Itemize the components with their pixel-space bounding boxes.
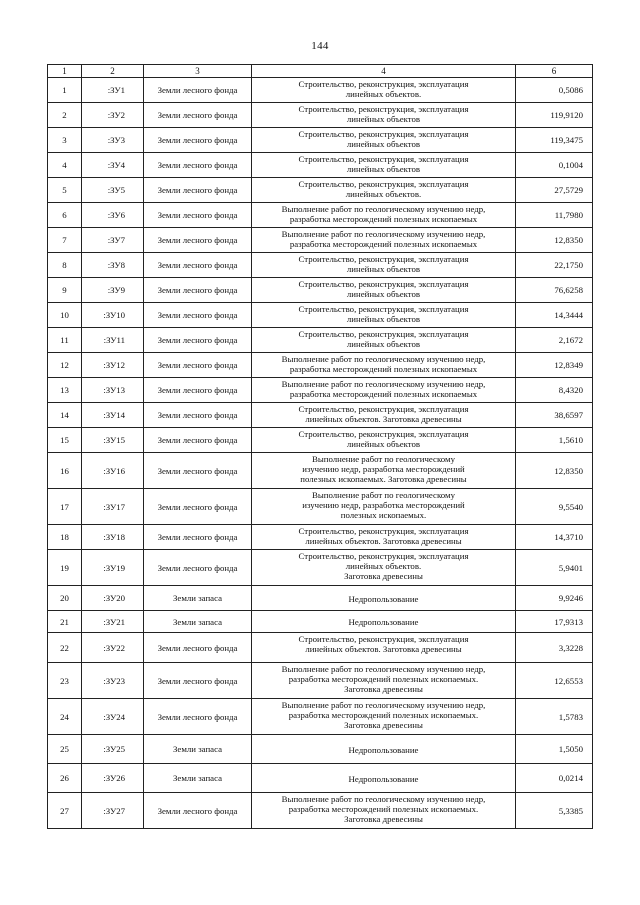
plot-code: :ЗУ19 xyxy=(82,550,144,586)
permitted-use-line: Строительство, реконструкция, эксплуатация xyxy=(298,129,469,139)
land-category: Земли лесного фонда xyxy=(144,203,252,228)
header-cell-1: 1 xyxy=(48,65,82,78)
permitted-use-line: линейных объектов xyxy=(346,289,421,299)
plot-area: 119,9120 xyxy=(516,103,593,128)
plot-area: 0,0214 xyxy=(516,764,593,793)
table-header-row xyxy=(48,65,593,78)
permitted-use-line: разработка месторождений полезных ископаемых xyxy=(289,239,478,249)
permitted-use-line: полезных ископаемых. Заготовка древесины xyxy=(300,474,467,484)
row-number: 8 xyxy=(48,253,82,278)
land-category: Земли лесного фонда xyxy=(144,550,252,586)
header-cell-3: 3 xyxy=(144,65,252,78)
permitted-use-line: Заготовка древесины xyxy=(344,571,423,581)
plot-area: 14,3710 xyxy=(516,525,593,550)
permitted-use-line: разработка месторождений полезных ископаемых. xyxy=(288,804,479,814)
table-row xyxy=(48,663,593,699)
table-row xyxy=(48,453,593,489)
plot-code: :ЗУ22 xyxy=(82,633,144,663)
table-row xyxy=(48,793,593,829)
permitted-use-line: полезных ископаемых. xyxy=(340,510,427,520)
table-row xyxy=(48,353,593,378)
land-category: Земли лесного фонда xyxy=(144,699,252,735)
permitted-use-line: разработка месторождений полезных ископаемых xyxy=(289,214,478,224)
land-category: Земли лесного фонда xyxy=(144,403,252,428)
table-row xyxy=(48,611,593,633)
land-category: Земли лесного фонда xyxy=(144,378,252,403)
table-row xyxy=(48,203,593,228)
permitted-use-line: Строительство, реконструкция, эксплуатация xyxy=(298,429,469,439)
permitted-use xyxy=(252,353,516,378)
plot-code: :ЗУ25 xyxy=(82,735,144,764)
plot-code: :ЗУ13 xyxy=(82,378,144,403)
plot-area: 12,6553 xyxy=(516,663,593,699)
permitted-use xyxy=(252,550,516,586)
land-category: Земли запаса xyxy=(144,735,252,764)
permitted-use xyxy=(252,453,516,489)
permitted-use-line: Строительство, реконструкция, эксплуатация xyxy=(298,104,469,114)
plot-area: 5,9401 xyxy=(516,550,593,586)
plot-area: 5,3385 xyxy=(516,793,593,829)
plot-code: :ЗУ23 xyxy=(82,663,144,699)
permitted-use-line: Недропользование xyxy=(348,744,419,755)
permitted-use-line: Строительство, реконструкция, эксплуатация xyxy=(298,634,469,644)
row-number: 21 xyxy=(48,611,82,633)
land-category: Земли лесного фонда xyxy=(144,353,252,378)
table-row xyxy=(48,586,593,611)
permitted-use-line: разработка месторождений полезных ископаемых. xyxy=(288,710,479,720)
permitted-use-line: Строительство, реконструкция, эксплуатация xyxy=(298,551,469,561)
permitted-use xyxy=(252,378,516,403)
plot-code: :ЗУ20 xyxy=(82,586,144,611)
table-row xyxy=(48,735,593,764)
permitted-use-line: Недропользование xyxy=(348,593,419,604)
row-number: 11 xyxy=(48,328,82,353)
permitted-use-line: линейных объектов xyxy=(346,439,421,449)
plot-area: 14,3444 xyxy=(516,303,593,328)
table-row xyxy=(48,489,593,525)
table-row xyxy=(48,303,593,328)
permitted-use-line: Выполнение работ по геологическому изучению недр, xyxy=(281,794,486,804)
table-row xyxy=(48,253,593,278)
permitted-use xyxy=(252,793,516,829)
permitted-use xyxy=(252,663,516,699)
table-row xyxy=(48,550,593,586)
plot-area: 1,5050 xyxy=(516,735,593,764)
table-row xyxy=(48,428,593,453)
plot-code: :ЗУ2 xyxy=(82,103,144,128)
permitted-use xyxy=(252,633,516,663)
permitted-use-line: Выполнение работ по геологическому изучению недр, xyxy=(281,204,486,214)
permitted-use-line: линейных объектов. xyxy=(345,89,422,99)
plot-area: 0,5086 xyxy=(516,78,593,103)
permitted-use xyxy=(252,403,516,428)
table-row xyxy=(48,278,593,303)
permitted-use-line: Строительство, реконструкция, эксплуатация xyxy=(298,254,469,264)
permitted-use-line: Выполнение работ по геологическому xyxy=(312,490,455,500)
row-number: 26 xyxy=(48,764,82,793)
permitted-use xyxy=(252,78,516,103)
land-category: Земли лесного фонда xyxy=(144,228,252,253)
plot-area: 0,1004 xyxy=(516,153,593,178)
plot-code: :ЗУ17 xyxy=(82,489,144,525)
table-row xyxy=(48,699,593,735)
land-category: Земли лесного фонда xyxy=(144,103,252,128)
plot-area: 9,5540 xyxy=(516,489,593,525)
page-number: 144 xyxy=(311,40,329,52)
land-plots-table xyxy=(47,64,593,829)
permitted-use xyxy=(252,278,516,303)
plot-area: 8,4320 xyxy=(516,378,593,403)
row-number: 12 xyxy=(48,353,82,378)
permitted-use xyxy=(252,153,516,178)
permitted-use-line: Заготовка древесины xyxy=(344,720,423,730)
plot-code: :ЗУ7 xyxy=(82,228,144,253)
row-number: 6 xyxy=(48,203,82,228)
plot-area: 9,9246 xyxy=(516,586,593,611)
permitted-use xyxy=(252,611,516,633)
permitted-use xyxy=(252,103,516,128)
plot-area: 3,3228 xyxy=(516,633,593,663)
permitted-use-line: Недропользование xyxy=(348,773,419,784)
land-category: Земли лесного фонда xyxy=(144,303,252,328)
table-row xyxy=(48,633,593,663)
row-number: 16 xyxy=(48,453,82,489)
row-number: 22 xyxy=(48,633,82,663)
row-number: 4 xyxy=(48,153,82,178)
plot-area: 12,8350 xyxy=(516,453,593,489)
permitted-use-line: линейных объектов xyxy=(346,114,421,124)
permitted-use xyxy=(252,303,516,328)
land-category: Земли лесного фонда xyxy=(144,78,252,103)
permitted-use-line: Строительство, реконструкция, эксплуатация xyxy=(298,526,469,536)
permitted-use-line: изучению недр, разработка месторождений xyxy=(302,500,465,510)
row-number: 17 xyxy=(48,489,82,525)
permitted-use-line: Выполнение работ по геологическому изучению недр, xyxy=(281,700,486,710)
permitted-use xyxy=(252,128,516,153)
land-category: Земли лесного фонда xyxy=(144,453,252,489)
permitted-use xyxy=(252,203,516,228)
table-row xyxy=(48,178,593,203)
table-row xyxy=(48,378,593,403)
permitted-use-line: изучению недр, разработка месторождений xyxy=(302,464,465,474)
table-row xyxy=(48,228,593,253)
land-category: Земли лесного фонда xyxy=(144,663,252,699)
land-category: Земли запаса xyxy=(144,611,252,633)
land-category: Земли лесного фонда xyxy=(144,525,252,550)
row-number: 9 xyxy=(48,278,82,303)
permitted-use xyxy=(252,764,516,793)
permitted-use xyxy=(252,735,516,764)
permitted-use-line: разработка месторождений полезных ископаемых xyxy=(289,389,478,399)
plot-code: :ЗУ21 xyxy=(82,611,144,633)
plot-code: :ЗУ24 xyxy=(82,699,144,735)
table-row xyxy=(48,128,593,153)
permitted-use-line: разработка месторождений полезных ископаемых xyxy=(289,364,478,374)
permitted-use-line: Недропользование xyxy=(348,617,419,627)
permitted-use-line: Заготовка древесины xyxy=(344,684,423,694)
plot-area: 76,6258 xyxy=(516,278,593,303)
row-number: 1 xyxy=(48,78,82,103)
land-category: Земли лесного фонда xyxy=(144,153,252,178)
plot-code: :ЗУ18 xyxy=(82,525,144,550)
permitted-use-line: линейных объектов xyxy=(346,339,421,349)
header-cell-6: 6 xyxy=(516,65,593,78)
permitted-use-line: линейных объектов. Заготовка древесины xyxy=(305,414,462,424)
plot-code: :ЗУ26 xyxy=(82,764,144,793)
plot-area: 11,7980 xyxy=(516,203,593,228)
table-row xyxy=(48,764,593,793)
row-number: 18 xyxy=(48,525,82,550)
permitted-use xyxy=(252,586,516,611)
permitted-use-line: Выполнение работ по геологическому изучению недр, xyxy=(281,664,486,674)
permitted-use-line: Строительство, реконструкция, эксплуатация xyxy=(298,404,469,414)
plot-area: 12,8350 xyxy=(516,228,593,253)
permitted-use-line: Выполнение работ по геологическому изучению недр, xyxy=(281,354,486,364)
plot-code: :ЗУ15 xyxy=(82,428,144,453)
permitted-use-line: линейных объектов xyxy=(346,139,421,149)
row-number: 24 xyxy=(48,699,82,735)
row-number: 13 xyxy=(48,378,82,403)
land-category: Земли запаса xyxy=(144,586,252,611)
plot-code: :ЗУ27 xyxy=(82,793,144,829)
row-number: 27 xyxy=(48,793,82,829)
land-category: Земли лесного фонда xyxy=(144,793,252,829)
row-number: 10 xyxy=(48,303,82,328)
permitted-use-line: Строительство, реконструкция, эксплуатация xyxy=(298,304,469,314)
plot-area: 22,1750 xyxy=(516,253,593,278)
permitted-use-line: Строительство, реконструкция, эксплуатация xyxy=(298,179,469,189)
plot-area: 119,3475 xyxy=(516,128,593,153)
header-cell-2: 2 xyxy=(82,65,144,78)
plot-area: 1,5783 xyxy=(516,699,593,735)
table-row xyxy=(48,78,593,103)
permitted-use-line: Строительство, реконструкция, эксплуатация xyxy=(298,154,469,164)
land-category: Земли лесного фонда xyxy=(144,489,252,525)
row-number: 3 xyxy=(48,128,82,153)
permitted-use xyxy=(252,178,516,203)
plot-code: :ЗУ1 xyxy=(82,78,144,103)
land-category: Земли запаса xyxy=(144,764,252,793)
row-number: 19 xyxy=(48,550,82,586)
permitted-use xyxy=(252,428,516,453)
plot-code: :ЗУ10 xyxy=(82,303,144,328)
plot-code: :ЗУ12 xyxy=(82,353,144,378)
plot-code: :ЗУ3 xyxy=(82,128,144,153)
table-row xyxy=(48,328,593,353)
land-category: Земли лесного фонда xyxy=(144,328,252,353)
plot-code: :ЗУ4 xyxy=(82,153,144,178)
permitted-use-line: Заготовка древесины xyxy=(344,814,423,824)
row-number: 23 xyxy=(48,663,82,699)
plot-area: 38,6597 xyxy=(516,403,593,428)
plot-code: :ЗУ16 xyxy=(82,453,144,489)
plot-code: :ЗУ14 xyxy=(82,403,144,428)
permitted-use-line: линейных объектов. xyxy=(345,561,422,571)
plot-area: 1,5610 xyxy=(516,428,593,453)
permitted-use xyxy=(252,699,516,735)
permitted-use-line: Выполнение работ по геологическому xyxy=(312,454,455,464)
row-number: 5 xyxy=(48,178,82,203)
plot-code: :ЗУ6 xyxy=(82,203,144,228)
land-category: Земли лесного фонда xyxy=(144,278,252,303)
header-cell-4: 4 xyxy=(252,65,516,78)
permitted-use-line: Строительство, реконструкция, эксплуатация xyxy=(298,79,469,89)
permitted-use xyxy=(252,525,516,550)
land-category: Земли лесного фонда xyxy=(144,128,252,153)
permitted-use-line: линейных объектов xyxy=(346,314,421,324)
permitted-use xyxy=(252,489,516,525)
land-category: Земли лесного фонда xyxy=(144,253,252,278)
land-category: Земли лесного фонда xyxy=(144,178,252,203)
plot-area: 12,8349 xyxy=(516,353,593,378)
plot-code: :ЗУ5 xyxy=(82,178,144,203)
permitted-use-line: линейных объектов xyxy=(346,264,421,274)
permitted-use xyxy=(252,253,516,278)
permitted-use-line: линейных объектов. xyxy=(345,189,422,199)
plot-code: :ЗУ9 xyxy=(82,278,144,303)
permitted-use-line: линейных объектов. Заготовка древесины xyxy=(305,536,462,546)
row-number: 7 xyxy=(48,228,82,253)
permitted-use-line: Выполнение работ по геологическому изучению недр, xyxy=(281,379,486,389)
permitted-use xyxy=(252,228,516,253)
row-number: 20 xyxy=(48,586,82,611)
land-category: Земли лесного фонда xyxy=(144,633,252,663)
permitted-use-line: Строительство, реконструкция, эксплуатация xyxy=(298,329,469,339)
permitted-use-line: линейных объектов. Заготовка древесины xyxy=(305,644,462,654)
plot-code: :ЗУ11 xyxy=(82,328,144,353)
permitted-use xyxy=(252,328,516,353)
plot-area: 17,9313 xyxy=(516,611,593,633)
permitted-use-line: разработка месторождений полезных ископаемых. xyxy=(288,674,479,684)
permitted-use-line: Выполнение работ по геологическому изучению недр, xyxy=(281,229,486,239)
plot-code: :ЗУ8 xyxy=(82,253,144,278)
table-row xyxy=(48,525,593,550)
table-body xyxy=(48,65,593,829)
permitted-use-line: линейных объектов xyxy=(346,164,421,174)
table-row xyxy=(48,103,593,128)
table-row xyxy=(48,153,593,178)
plot-area: 2,1672 xyxy=(516,328,593,353)
row-number: 25 xyxy=(48,735,82,764)
row-number: 14 xyxy=(48,403,82,428)
permitted-use-line: Строительство, реконструкция, эксплуатация xyxy=(298,279,469,289)
land-category: Земли лесного фонда xyxy=(144,428,252,453)
plot-area: 27,5729 xyxy=(516,178,593,203)
table-row xyxy=(48,403,593,428)
row-number: 15 xyxy=(48,428,82,453)
row-number: 2 xyxy=(48,103,82,128)
